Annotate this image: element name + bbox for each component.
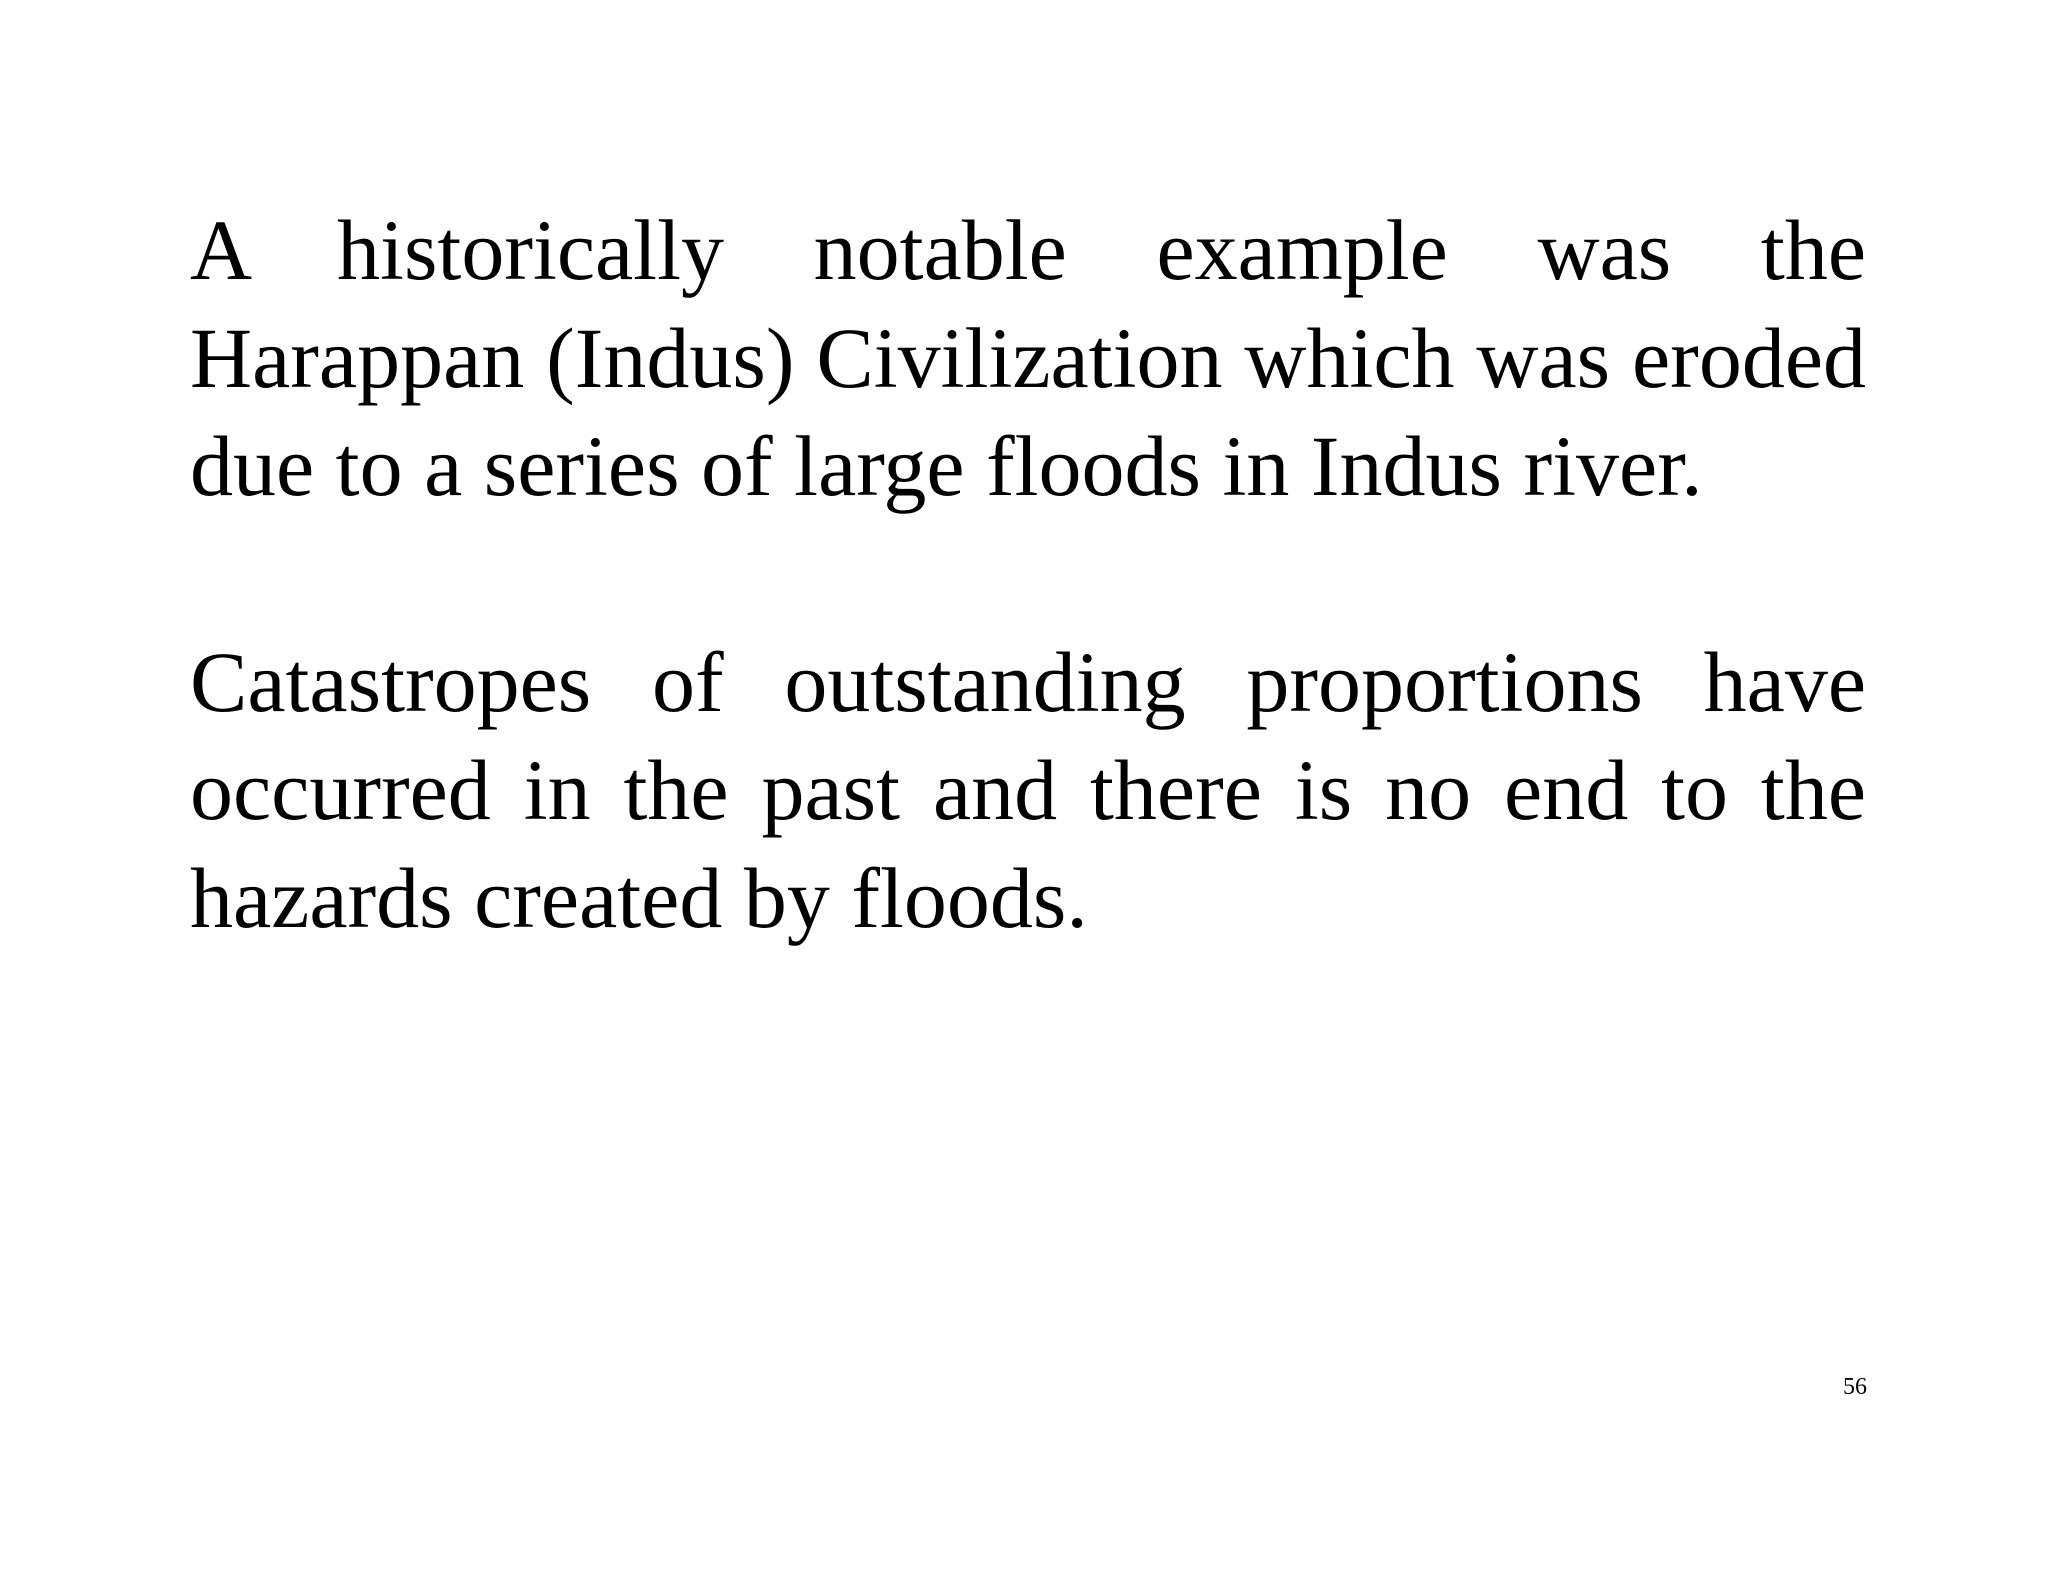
- paragraph-flood-catastrophes: Catastropes of outstanding proportions have occurred in the past and there is no end to the hazards created by floods.: [190, 634, 1866, 946]
- paragraph-harappan-civilization: A historically notable example was the Harappan (Indus) Civilization which was eroded due to a series of large floods in Indus river.: [190, 202, 1866, 514]
- page-number: 56: [1843, 1374, 1867, 1400]
- body-text: [190, 196, 1866, 952]
